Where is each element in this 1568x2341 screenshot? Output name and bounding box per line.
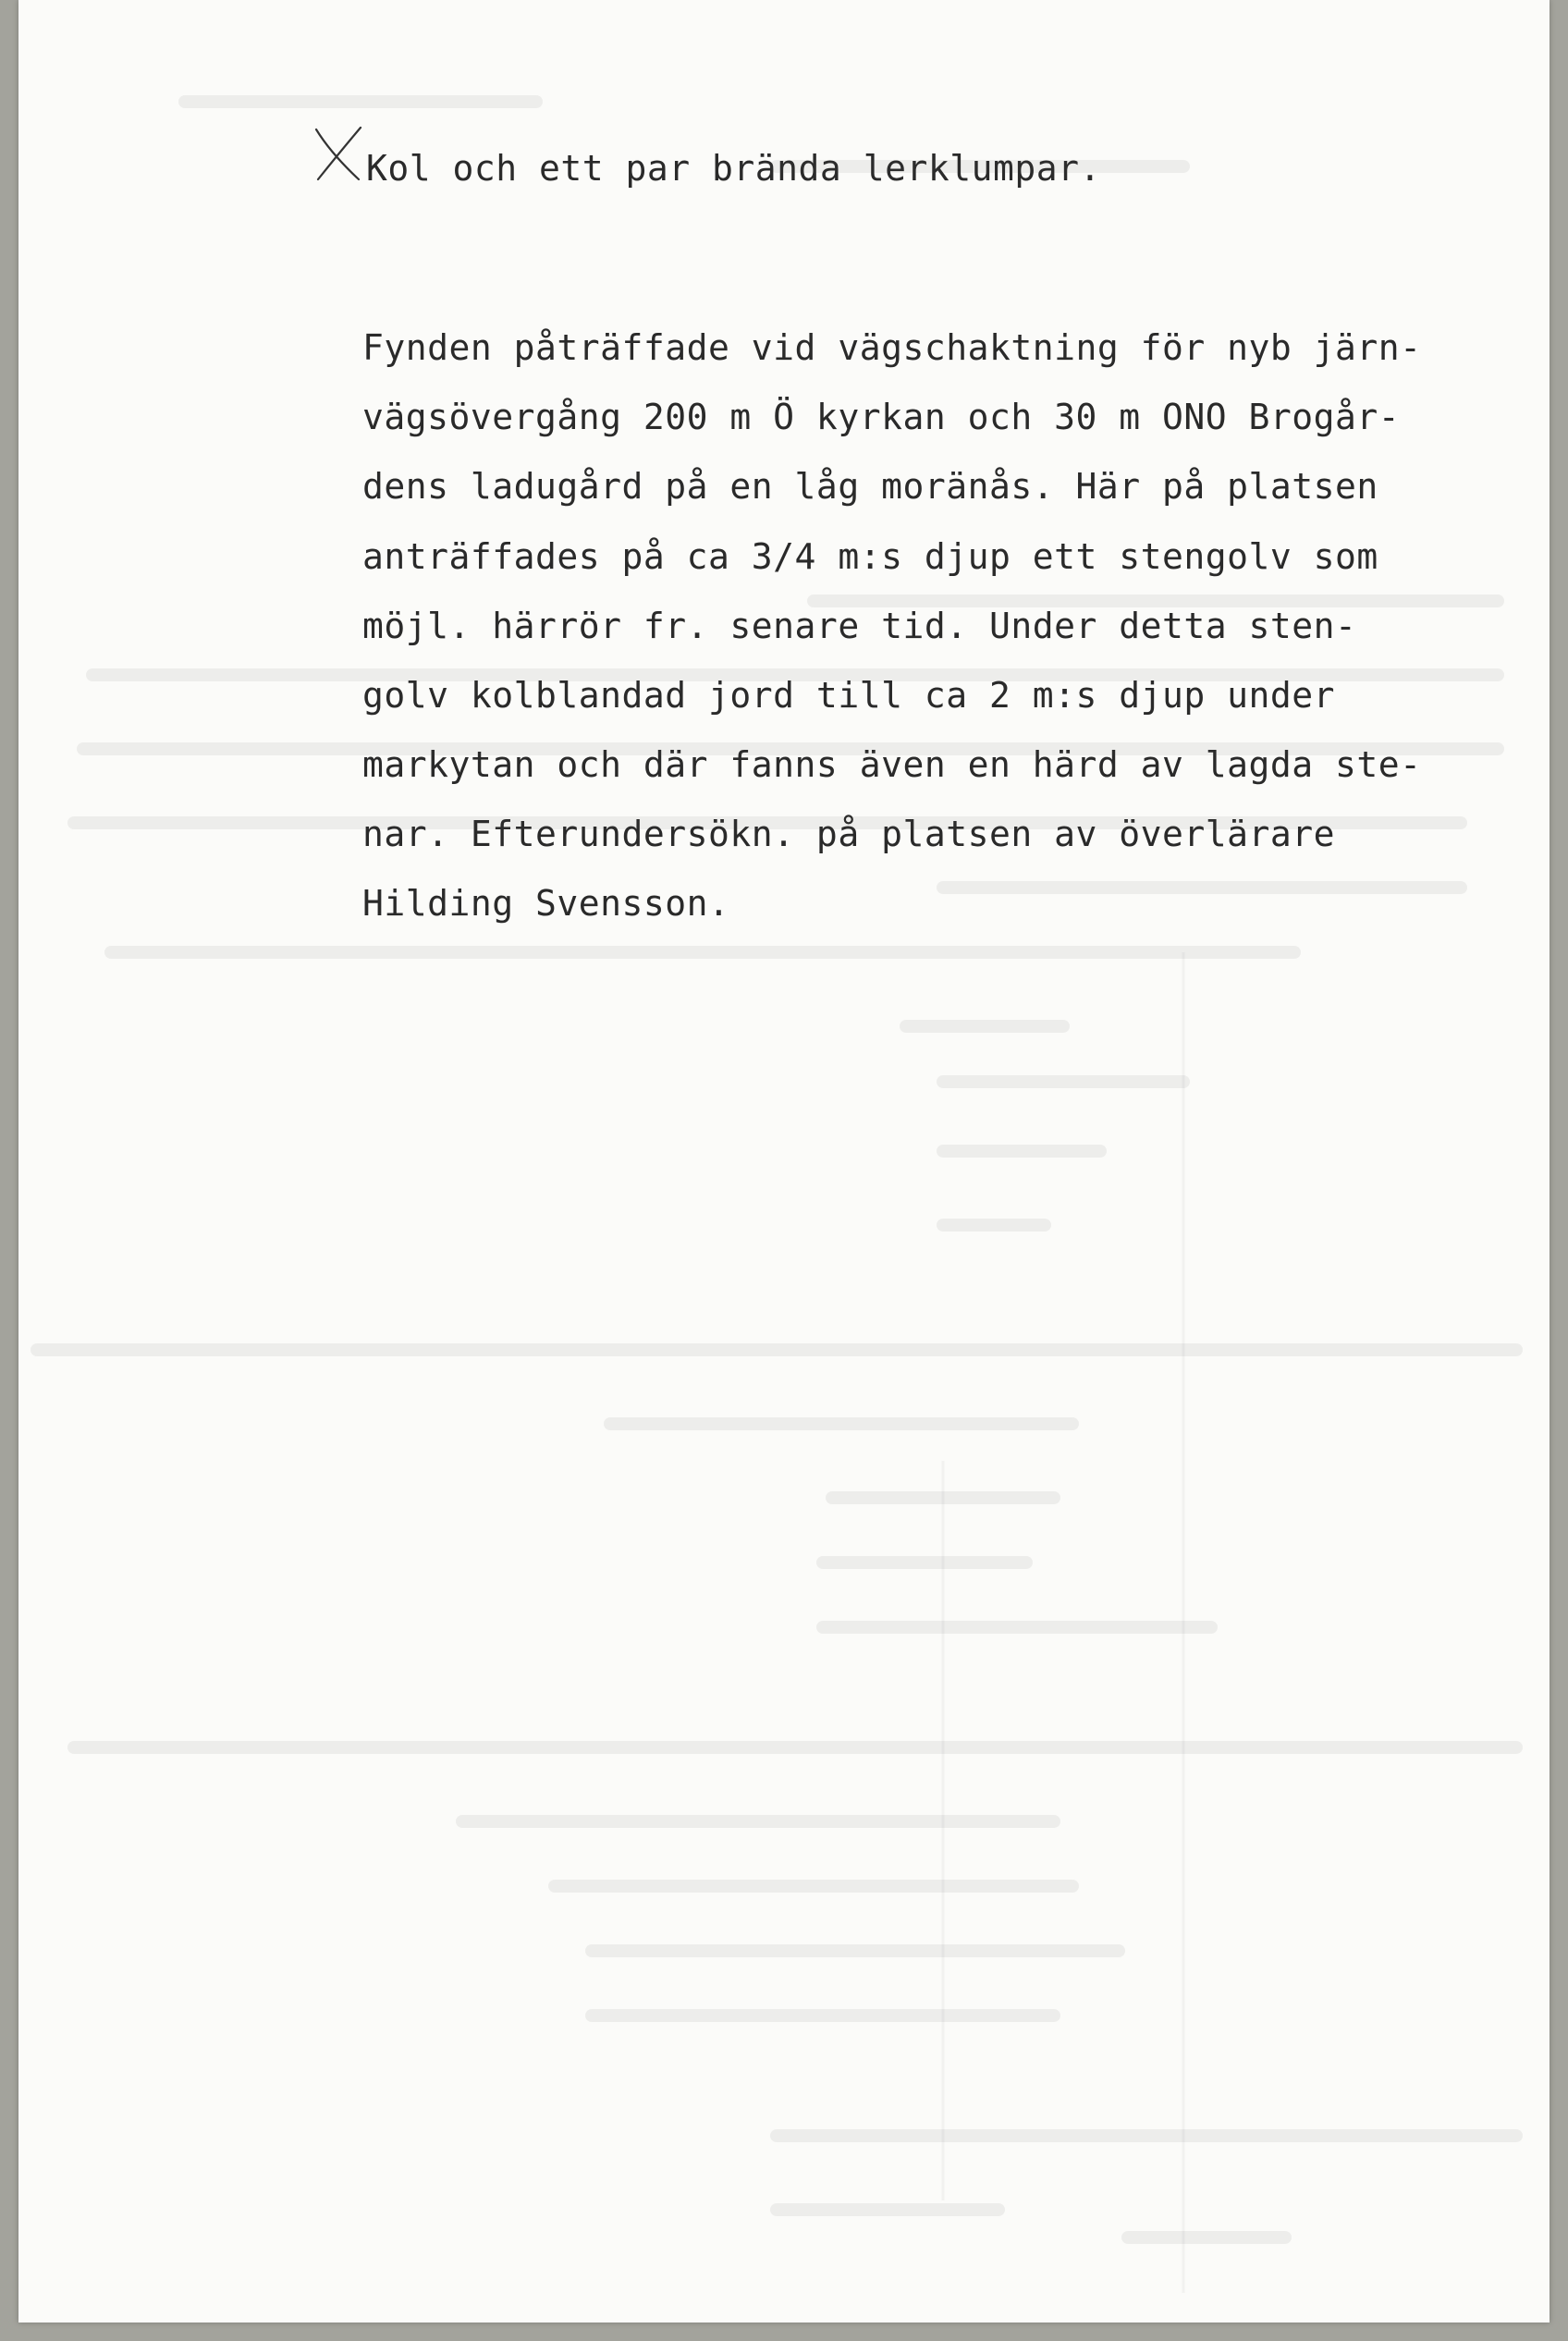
paragraph-line: dens ladugård på en låg moränås. Här på platsen xyxy=(362,466,1378,507)
paragraph-line: markytan och där fanns även en härd av lagda ste- xyxy=(362,744,1422,785)
paragraph-line: Fynden påträffade vid vägschaktning för nyb järn- xyxy=(362,327,1422,368)
paragraph-line: nar. Efterundersökn. på platsen av överlärare xyxy=(362,814,1336,854)
paragraph-line: möjl. härrör fr. senare tid. Under detta sten- xyxy=(362,606,1357,646)
paragraph-line: vägsövergång 200 m Ö kyrkan och 30 m ONO Brogår- xyxy=(362,397,1401,437)
paragraph-line: anträffades på ca 3/4 m:s djup ett stengolv som xyxy=(362,536,1378,577)
first-line-text: Kol och ett par brända lerklumpar. xyxy=(366,148,1101,189)
paragraph-line: golv kolblandad jord till ca 2 m:s djup under xyxy=(362,675,1336,716)
handwritten-x-mark xyxy=(312,126,364,183)
paragraph-line: Hilding Svensson. xyxy=(362,883,730,924)
document-page xyxy=(18,0,1550,2323)
